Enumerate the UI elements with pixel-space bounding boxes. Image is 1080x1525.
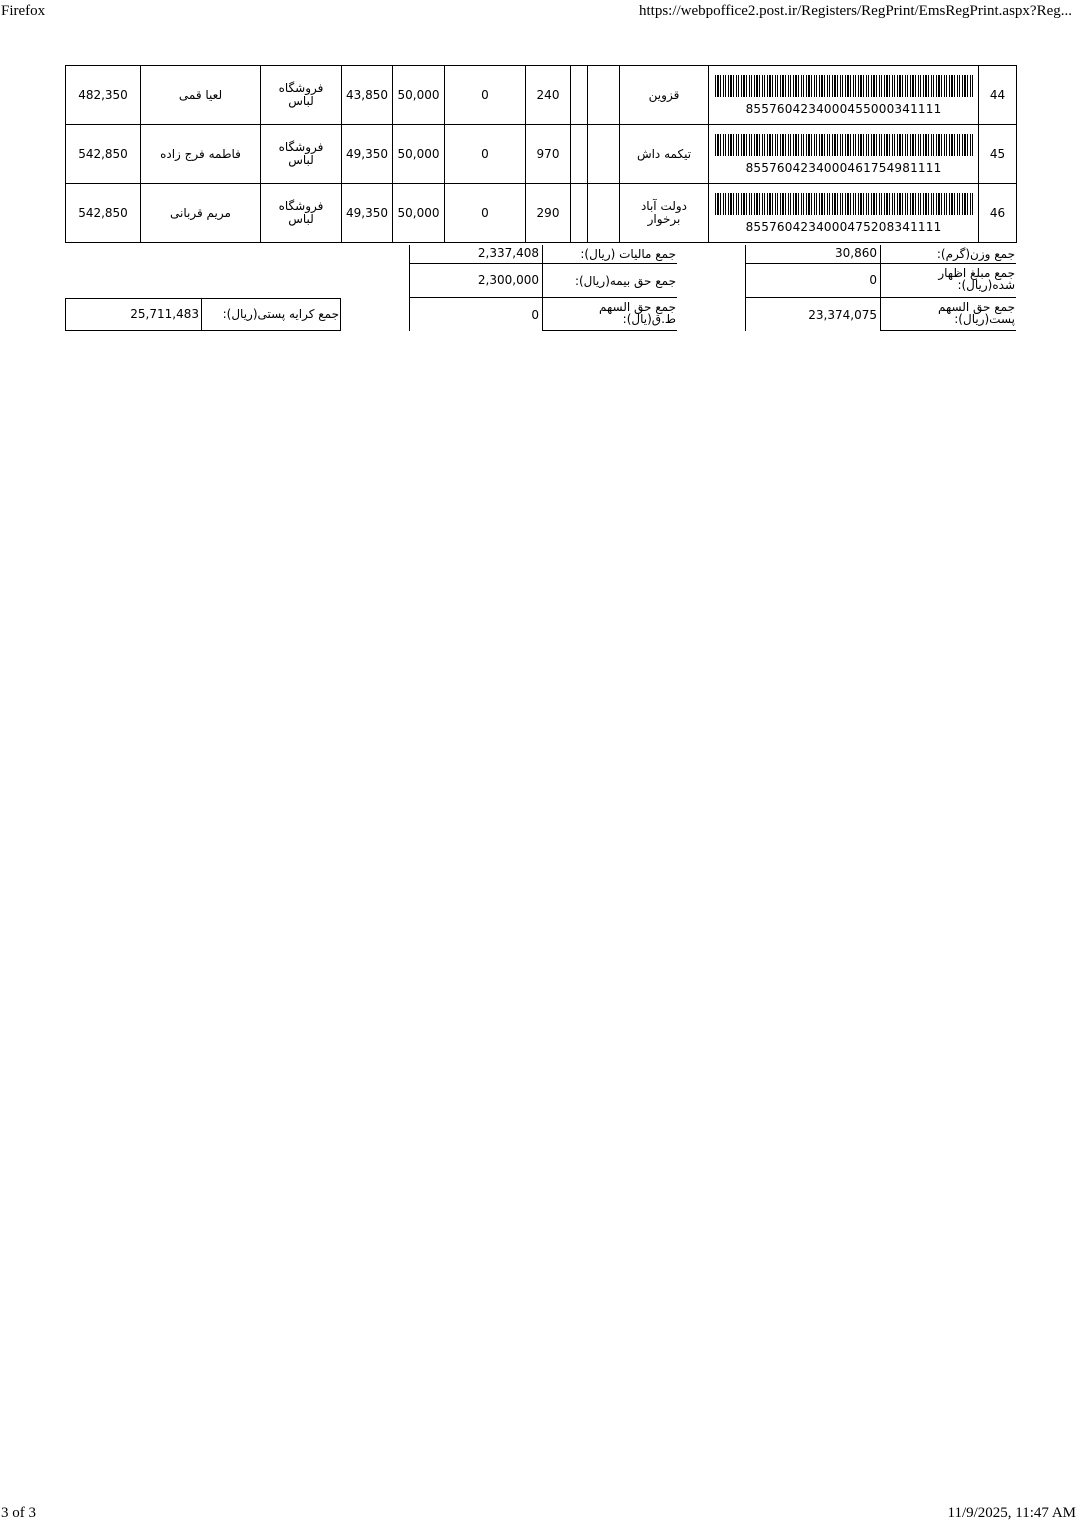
barcode-number: 8557604234000461754981111 xyxy=(745,160,942,175)
barcode-number: 8557604234000475208341111 xyxy=(745,219,942,234)
cell-insurance: 50,000 xyxy=(393,66,445,125)
cell-weight: 970 xyxy=(526,125,571,184)
cell-barcode xyxy=(709,66,979,125)
cell-total: 542,850 xyxy=(66,184,141,243)
cell-sender: فروشگاه لباس xyxy=(261,66,342,125)
total-weight-label: جمع وزن(گرم): xyxy=(936,247,1015,261)
page-url: https://webpoffice2.post.ir/Registers/RegPrint/EmsRegPrint.aspx?Reg... xyxy=(638,3,1072,19)
cell-sender: فروشگاه لباس xyxy=(261,125,342,184)
total-share-tq-label: جمع حق السهم ط.ق(یال): xyxy=(598,300,676,326)
cell-fee: 43,850 xyxy=(342,66,393,125)
cell-empty xyxy=(571,66,588,125)
cell-empty xyxy=(588,66,620,125)
summary-left xyxy=(65,298,341,331)
total-declared-label: جمع مبلغ اظهار شده(ریال): xyxy=(938,266,1015,292)
cell-declared: 0 xyxy=(445,184,526,243)
total-declared-value: 0 xyxy=(869,273,877,287)
cell-number: 44 xyxy=(979,66,1017,125)
total-tax-label: جمع مالیات (ریال): xyxy=(580,247,676,261)
browser-name: Firefox xyxy=(1,3,46,19)
barcode-image xyxy=(715,134,973,156)
registrations-table xyxy=(65,65,1017,243)
cell-receiver: لعیا قمی xyxy=(141,66,261,125)
cell-empty xyxy=(588,184,620,243)
cell-number: 45 xyxy=(979,125,1017,184)
cell-insurance: 50,000 xyxy=(393,184,445,243)
total-post-share-label: جمع حق السهم پست(ریال): xyxy=(937,300,1015,326)
cell-declared: 0 xyxy=(445,66,526,125)
cell-weight: 240 xyxy=(526,66,571,125)
total-tax-value: 2,337,408 xyxy=(477,246,539,260)
cell-barcode xyxy=(709,184,979,243)
print-datetime: 11/9/2025, 11:47 AM xyxy=(947,1505,1076,1521)
total-postage-label: جمع کرایه پستی(ریال): xyxy=(222,307,339,321)
cell-total: 482,350 xyxy=(66,66,141,125)
cell-city: قزوین xyxy=(620,66,709,125)
total-weight-value: 30,860 xyxy=(835,246,877,260)
cell-declared: 0 xyxy=(445,125,526,184)
cell-city: تیکمه داش xyxy=(620,125,709,184)
barcode-number: 8557604234000455000341111 xyxy=(745,101,942,116)
cell-number: 46 xyxy=(979,184,1017,243)
total-insurance-label: جمع حق بیمه(ریال): xyxy=(574,274,676,288)
cell-empty xyxy=(571,125,588,184)
total-post-share-value: 23,374,075 xyxy=(808,308,877,322)
cell-receiver: فاطمه فرج زاده xyxy=(141,125,261,184)
page-number: 3 of 3 xyxy=(1,1505,36,1521)
cell-total: 542,850 xyxy=(66,125,141,184)
cell-empty xyxy=(588,125,620,184)
cell-barcode xyxy=(709,125,979,184)
cell-insurance: 50,000 xyxy=(393,125,445,184)
summary-right xyxy=(745,245,1016,331)
cell-empty xyxy=(571,184,588,243)
cell-receiver: مریم قربانی xyxy=(141,184,261,243)
total-postage-value: 25,711,483 xyxy=(130,307,199,321)
cell-fee: 49,350 xyxy=(342,184,393,243)
cell-fee: 49,350 xyxy=(342,125,393,184)
cell-city: دولت آباد برخوار xyxy=(620,184,709,243)
table-row xyxy=(66,66,1017,125)
barcode-image xyxy=(715,193,973,215)
total-share-tq-value: 0 xyxy=(531,308,539,322)
cell-sender: فروشگاه لباس xyxy=(261,184,342,243)
cell-weight: 290 xyxy=(526,184,571,243)
total-insurance-value: 2,300,000 xyxy=(477,273,539,287)
summary-middle xyxy=(409,245,677,331)
table-row xyxy=(66,184,1017,243)
table-row xyxy=(66,125,1017,184)
barcode-image xyxy=(715,75,973,97)
